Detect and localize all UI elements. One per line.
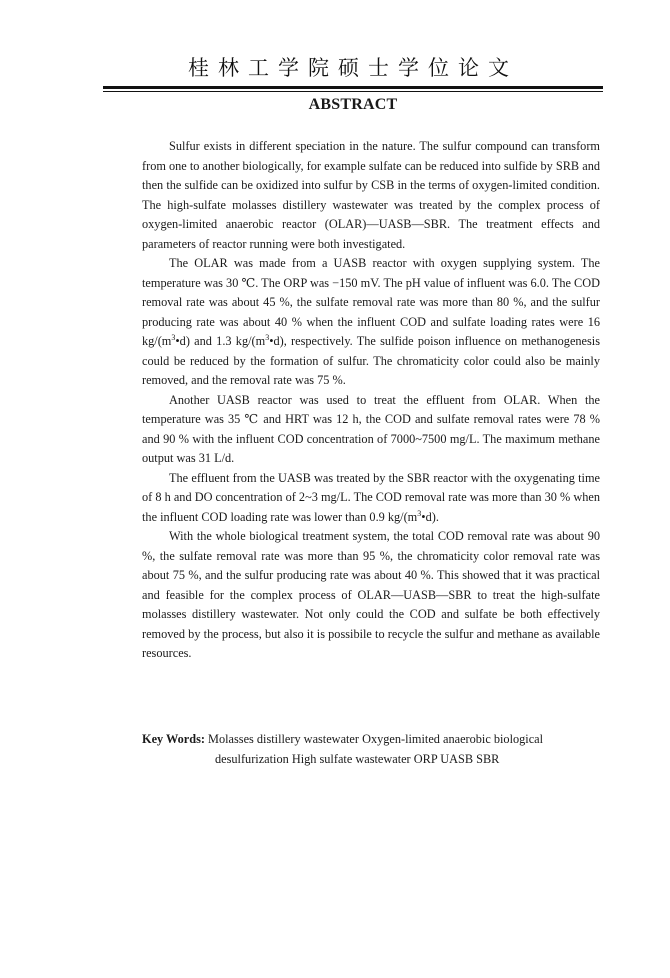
paragraph-4: The effluent from the UASB was treated by the SBR reactor with the oxygenating time of 8 h and DO concentration of 2~3 mg/L. The COD removal rate was more than 30 % when the influent COD loading rate was lower than 0.9 $kg/(m^3•d)$. xyxy=(142,470,600,524)
keywords-text-1: Molasses distillery wastewater Oxygen-limited anaerobic biological xyxy=(208,732,544,746)
keywords-line-1 xyxy=(142,730,602,750)
abstract-title: ABSTRACT xyxy=(308,96,398,113)
abstract-body xyxy=(142,137,600,664)
paragraph-1: Sulfur exists in different speciation in the nature. The sulfur compound can transform from one to another biologically, for example sulfate can be reduced into sulfide by SRB and then the sulfide can be oxidized into sulfur by CSB in the terms of oxygen-limited condition. The high-sulfate molasses distillery wastewater was treated by the complex process of oxygen-limited anaerobic reactor (OLAR)—UASB—SBR. The treatment effects and parameters of reactor running were both investigated. xyxy=(142,139,600,251)
keywords-line-2: desulfurization High sulfate wastewater ORP UASB SBR xyxy=(215,751,500,766)
paragraph-5: With the whole biological treatment system, the total COD removal rate was about 90 %, the sulfate removal rate was more than 95 %, the chromaticity color removal rate was about 75 %, and the sulfur producing rate was about 40 %. This showed that it was practical and feasible for the complex process of OLAR—UASB—SBR to treat the high-sulfate molasses distillery wastewater. Not only could the COD and sulfate be both effectively removed by the process, but also it is possibile to recycle the sulfur and methane as available resources. xyxy=(142,529,600,660)
page-header: 桂林工学院硕士学位论文 xyxy=(188,56,518,80)
keywords-label: Key Words: xyxy=(142,732,205,746)
paragraph-3: Another UASB reactor was used to treat the effluent from OLAR. When the temperature was 35 ℃ and HRT was 12 h, the COD and sulfate removal rates were 78 % and 90 % with the influent COD concentration of 7000~7500 mg/L. The maximum methane output was 31 L/d. xyxy=(142,392,600,465)
header-rule-thin xyxy=(103,91,603,92)
keywords-section xyxy=(142,730,602,769)
paragraph-2: The OLAR was made from a UASB reactor with oxygen supplying system. The temperature was 30 ℃. The ORP was −150 mV. The pH value of influent was 6.0. The COD removal rate was about 45 %, the sulfate removal rate was more than 80 %, and the sulfur producing rate was about 40 % when the influent COD and sulfate loading rates were 16 $kg/(m^3•d)$ and 1.3 $kg/(m^3•d)$, respectively. The sulfide poison influence on methanogenesis could be reduced by the formation of sulfur. The chromaticity color could also be mainly removed, and the removal rate was 75 %. xyxy=(142,256,600,387)
header-rule-thick xyxy=(103,86,603,89)
